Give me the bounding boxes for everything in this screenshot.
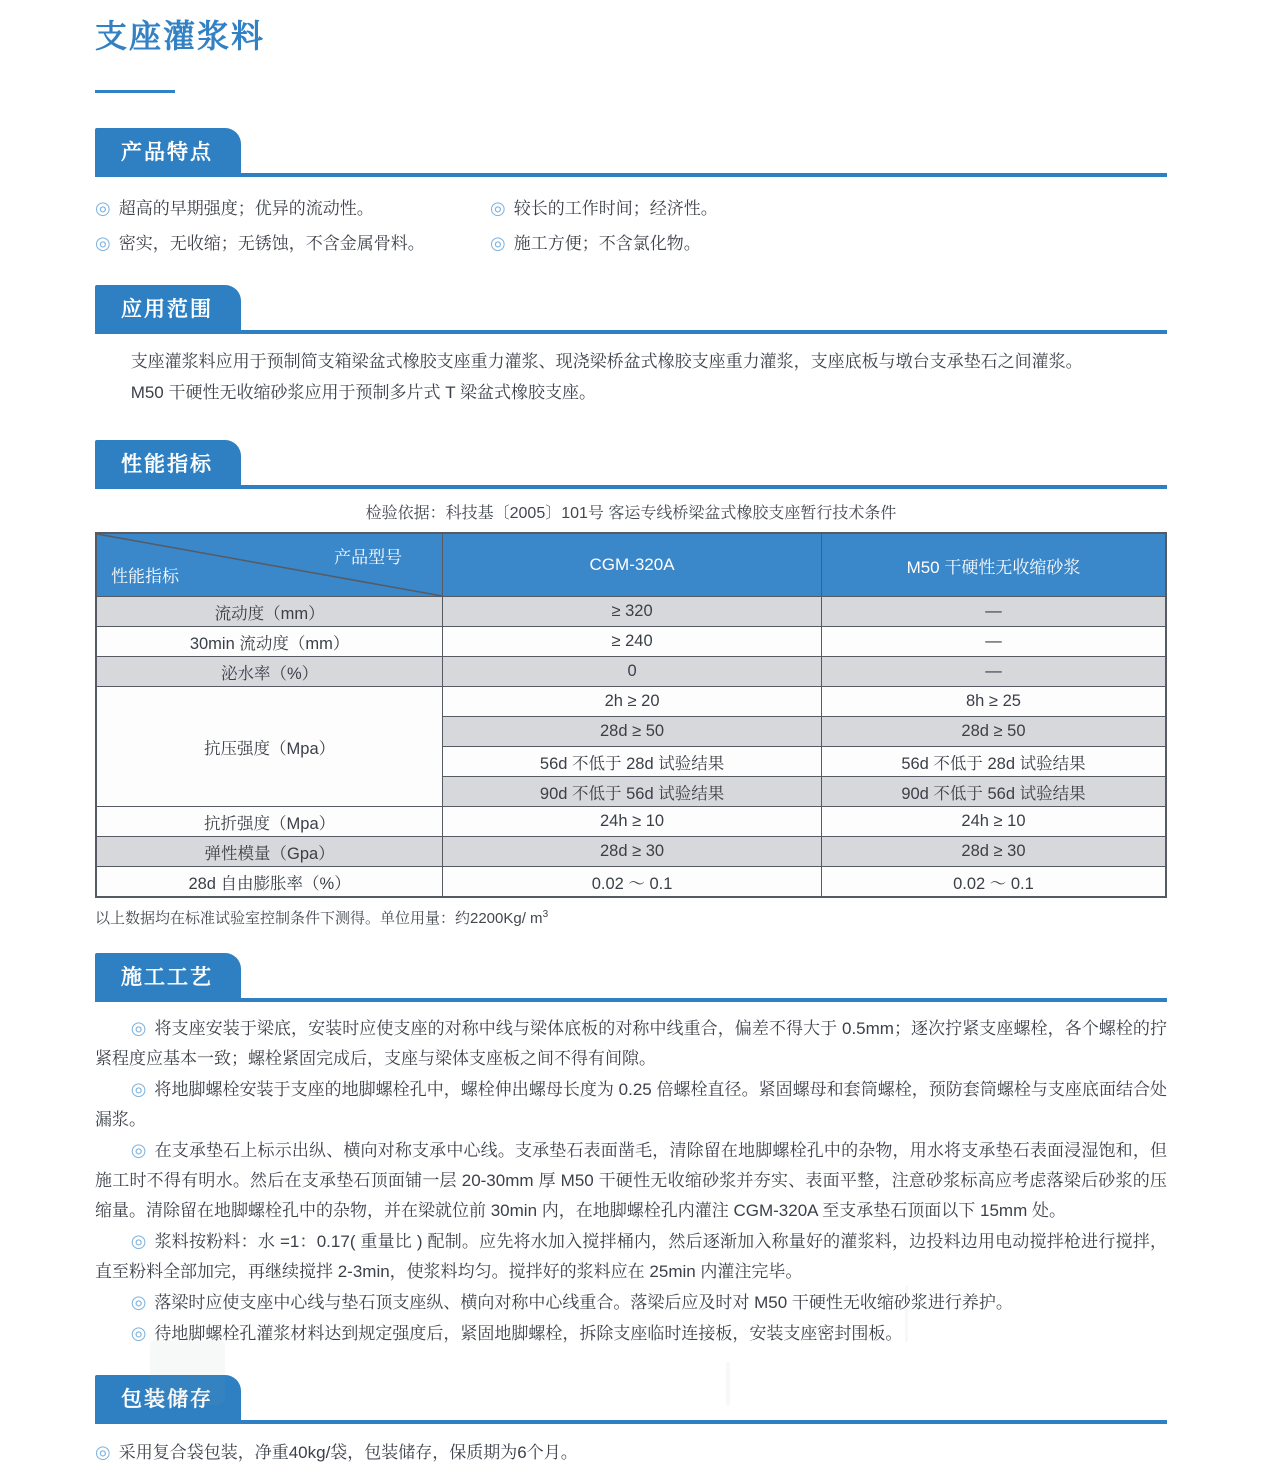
- test-basis-note: 检验依据：科技基〔2005〕101号 客运专线桥梁盆式橡胶支座暂行技术条件: [365, 505, 897, 522]
- step-text: 将支座安装于梁底，安装时应使支座的对称中线与梁体底板的对称中线重合，偏差不得大于 0.5mm；逐次拧紧支座螺栓，各个螺栓的拧紧程度应基本一致；螺栓紧固完成后，支座与梁体支座板之间不得有间隙。: [95, 1019, 1167, 1068]
- section-application-header: [95, 285, 1167, 334]
- paragraph: 支座灌浆料应用于预制简支箱梁盆式橡胶支座重力灌浆、现浇梁桥盆式橡胶支座重力灌浆，支座底板与墩台支承垫石之间灌浆。: [130, 352, 1083, 371]
- step-item: [95, 1135, 1167, 1226]
- step-text: 将地脚螺栓安装于支座的地脚螺栓孔中，螺栓伸出螺母长度为 0.25 倍螺栓直径。紧固螺母和套筒螺栓，预防套筒螺栓与支座底面结合处漏浆。: [95, 1080, 1167, 1129]
- cell-value: 0.02 ～ 0.1: [443, 867, 822, 898]
- list-item: [95, 1437, 1167, 1468]
- step-item: [95, 1287, 1167, 1318]
- cell-value: 56d 不低于 28d 试验结果: [821, 747, 1166, 777]
- cell-value: 28d ≥ 30: [821, 837, 1166, 867]
- section-performance-title: 性能指标: [95, 440, 241, 485]
- corner-label-performance-index: 性能指标: [111, 567, 179, 586]
- ring-bullet-icon: ◎: [95, 198, 111, 218]
- step-text: 在支承垫石上标示出纵、横向对称支承中心线。支承垫石表面凿毛，清除留在地脚螺栓孔中的杂物，用水将支承垫石表面浸湿饱和，但施工时不得有明水。然后在支承垫石顶面铺一层 20-30mm 厚 M50 干硬性无收缩砂浆并夯实、表面平整，注意砂浆标高应考虑落梁后砂浆的压缩量。清除留在地脚螺栓孔中的杂物，并在梁就位前 30min 内，在地脚螺栓孔内灌注 CGM-320A 至支承垫石顶面以下 15mm 处。: [95, 1141, 1167, 1220]
- ring-bullet-icon: ◎: [490, 233, 506, 253]
- feature-text: 较长的工作时间；经济性。: [513, 199, 718, 218]
- paragraph: M50 干硬性无收缩砂浆应用于预制多片式 T 梁盆式橡胶支座。: [130, 383, 597, 402]
- row-label: 28d 自由膨胀率（%）: [96, 867, 443, 898]
- step-text: 浆料按粉料：水 =1：0.17( 重量比 ) 配制。应先将水加入搅拌桶内，然后逐渐加入称量好的灌浆料，边投料边用电动搅拌枪进行搅拌，直至粉料全部加完，再继续搅拌 2-3min，使浆料均匀。搅拌好的浆料应在 25min 内灌注完毕。: [95, 1232, 1167, 1281]
- step-text: 待地脚螺栓孔灌浆材料达到规定强度后，紧固地脚螺栓，拆除支座临时连接板，安装支座密封围板。: [154, 1324, 903, 1343]
- cell-value: —: [821, 657, 1166, 687]
- table-header-row: [96, 533, 1166, 597]
- cell-value: 0.02 ～ 0.1: [821, 867, 1166, 898]
- footnote-text: 以上数据均在标准试验室控制条件下测得。单位用量：约2200Kg/ m: [95, 910, 543, 927]
- watermark-artifact: [150, 1340, 225, 1405]
- row-label: 30min 流动度（mm）: [96, 627, 443, 657]
- step-item: [95, 1013, 1167, 1074]
- construction-steps: [95, 1013, 1167, 1349]
- watermark-artifact: [726, 1362, 730, 1405]
- feature-text: 施工方便；不含氯化物。: [513, 234, 701, 253]
- features-list: [95, 191, 1167, 261]
- section-rule: [95, 1420, 1167, 1424]
- cell-value: ≥ 320: [443, 597, 822, 627]
- section-packaging-header: [95, 1375, 1167, 1424]
- cell-value: 28d ≥ 50: [821, 717, 1166, 747]
- table-row: [96, 657, 1166, 687]
- section-performance-header: [95, 440, 1167, 489]
- section-features-header: [95, 128, 1167, 177]
- table-row: [96, 627, 1166, 657]
- step-text: 落梁时应使支座中心线与垫石顶支座纵、横向对称中心线重合。落梁后应及时对 M50 干硬性无收缩砂浆进行养护。: [154, 1293, 1013, 1312]
- table-row: [96, 597, 1166, 627]
- section-application-title: 应用范围: [95, 285, 241, 330]
- watermark-artifact: [905, 1286, 908, 1342]
- section-construction-title: 施工工艺: [95, 953, 241, 998]
- step-item: [95, 1074, 1167, 1135]
- corner-label-product-model: 产品型号: [334, 548, 403, 567]
- row-label: 弹性模量（Gpa）: [96, 837, 443, 867]
- row-label: 抗折强度（Mpa）: [96, 807, 443, 837]
- step-item: [95, 1318, 1167, 1349]
- cell-value: —: [821, 627, 1166, 657]
- ring-bullet-icon: ◎: [130, 1140, 147, 1160]
- list-item: [95, 191, 490, 226]
- table-row: [96, 807, 1166, 837]
- section-rule: [95, 330, 1167, 334]
- diagonal-header-cell: [96, 533, 443, 597]
- cell-value: 8h ≥ 25: [821, 687, 1166, 717]
- ring-bullet-icon: ◎: [130, 1018, 147, 1038]
- page-title: 支座灌浆料: [95, 18, 266, 54]
- cell-value: 90d 不低于 56d 试验结果: [821, 777, 1166, 807]
- row-label: 泌水率（%）: [96, 657, 443, 687]
- ring-bullet-icon: ◎: [130, 1292, 147, 1312]
- cell-value: ≥ 240: [443, 627, 822, 657]
- cell-value: 28d ≥ 30: [443, 837, 822, 867]
- cell-value: 0: [443, 657, 822, 687]
- list-item: [95, 226, 490, 261]
- section-features-title: 产品特点: [95, 128, 241, 173]
- table-row: [96, 837, 1166, 867]
- cell-value: 56d 不低于 28d 试验结果: [443, 747, 822, 777]
- row-label: 流动度（mm）: [96, 597, 443, 627]
- section-packaging-title: 包装储存: [95, 1375, 241, 1420]
- cell-value: 90d 不低于 56d 试验结果: [443, 777, 822, 807]
- row-label-compressive-strength: 抗压强度（Mpa）: [96, 687, 443, 807]
- cell-value: 24h ≥ 10: [443, 807, 822, 837]
- ring-bullet-icon: ◎: [95, 1442, 111, 1462]
- section-rule: [95, 485, 1167, 489]
- section-rule: [95, 998, 1167, 1002]
- ring-bullet-icon: ◎: [130, 1231, 147, 1251]
- ring-bullet-icon: ◎: [95, 233, 111, 253]
- table-footnote: [95, 907, 1167, 928]
- performance-table: [95, 532, 1167, 898]
- cell-value: 24h ≥ 10: [821, 807, 1166, 837]
- list-item: [490, 191, 1167, 226]
- cell-value: 2h ≥ 20: [443, 687, 822, 717]
- table-row: [96, 687, 1166, 717]
- ring-bullet-icon: ◎: [130, 1079, 147, 1099]
- feature-text: 密实，无收缩；无锈蚀，不含金属骨料。: [118, 234, 425, 253]
- step-item: [95, 1226, 1167, 1287]
- application-body: [95, 346, 1167, 408]
- packaging-body: [95, 1437, 1167, 1468]
- ring-bullet-icon: ◎: [130, 1323, 147, 1343]
- section-construction-header: [95, 953, 1167, 1002]
- cell-value: —: [821, 597, 1166, 627]
- column-header-cgm: CGM-320A: [443, 533, 822, 597]
- table-row: [96, 867, 1166, 898]
- ring-bullet-icon: ◎: [490, 198, 506, 218]
- list-item: [490, 226, 1167, 261]
- feature-text: 超高的早期强度；优异的流动性。: [118, 199, 374, 218]
- column-header-m50: M50 干硬性无收缩砂浆: [821, 533, 1166, 597]
- cell-value: 28d ≥ 50: [443, 717, 822, 747]
- section-rule: [95, 173, 1167, 177]
- footnote-superscript: 3: [542, 909, 549, 920]
- packaging-text: 采用复合袋包装，净重40kg/袋，包装储存，保质期为6个月。: [118, 1443, 578, 1462]
